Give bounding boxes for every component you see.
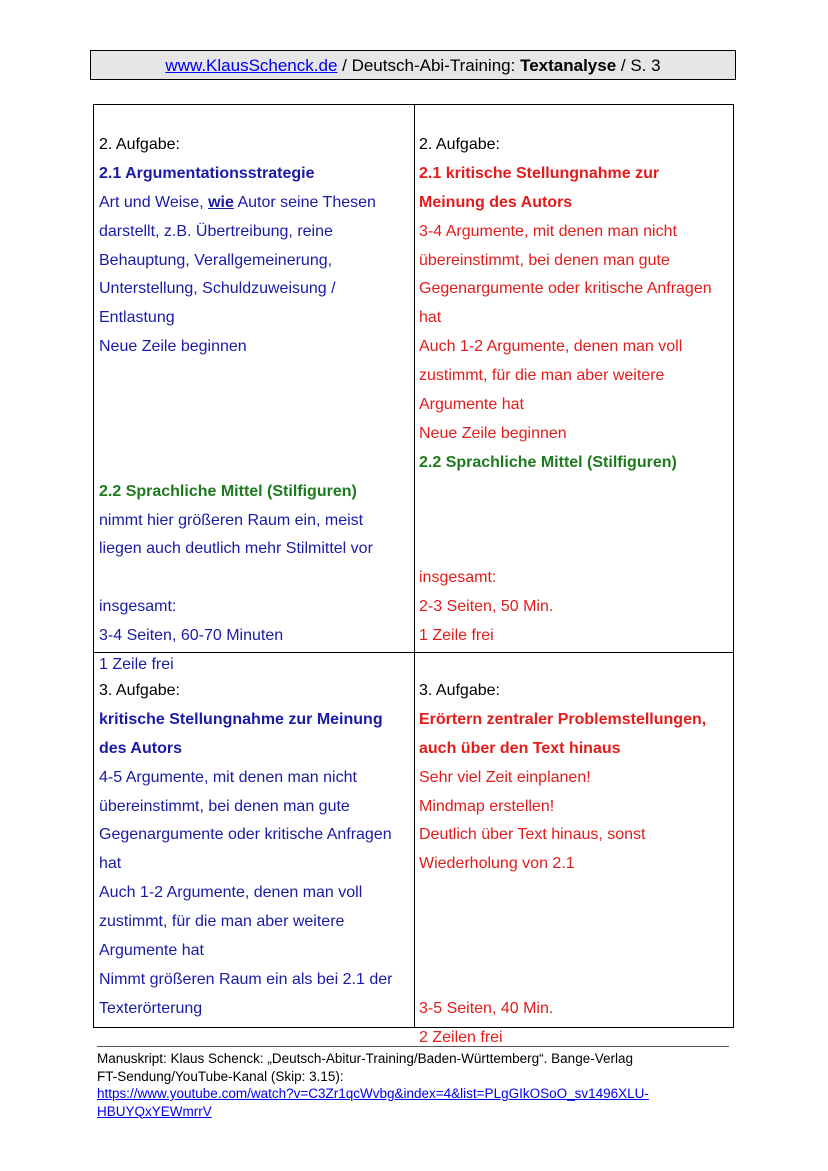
text-line: zustimmt, für die man aber weitere [419, 367, 665, 385]
text-line: Nimmt größeren Raum ein als bei 2.1 der [99, 970, 393, 988]
text-line: übereinstimmt, bei denen man gute [419, 251, 670, 269]
header-topic: Textanalyse [520, 56, 617, 75]
text-fragment: Art und Weise, [99, 193, 209, 211]
table-column-divider [414, 105, 415, 1027]
page-header [90, 50, 736, 80]
total-pages: 3-4 Seiten, 60-70 Minuten [99, 627, 284, 645]
text-line: Neue Zeile beginnen [99, 338, 247, 356]
text-line: 4-5 Argumente, mit denen man nicht [99, 768, 357, 786]
text-line: hat [99, 855, 122, 873]
text-line: nimmt hier größeren Raum ein, meist [99, 511, 364, 529]
total-free: 1 Zeile frei [99, 656, 174, 674]
cell-task3-left [99, 677, 392, 1024]
text-line: liegen auch deutlich mehr Stilmittel vor [99, 540, 373, 558]
text-line: hat [419, 309, 442, 327]
text-line: Argumente hat [419, 396, 524, 414]
task-label: 3. Aufgabe: [419, 682, 500, 699]
task-label: 2. Aufgabe: [419, 136, 500, 153]
youtube-link[interactable]: https://www.youtube.com/watch?v=C3Zr1qcWvbg&index=4&list=PLgGIkOSoO_sv1496XLU- [97, 1086, 649, 1101]
text-line: 3-4 Argumente, mit denen man nicht [419, 222, 677, 240]
header-page: / S. 3 [616, 56, 661, 75]
footer-rule [97, 1046, 729, 1047]
total-pages: 3-5 Seiten, 40 Min. [419, 999, 554, 1017]
section-heading: 2.2 Sprachliche Mittel (Stilfiguren) [99, 482, 357, 500]
cell-task2-right [419, 131, 712, 651]
text-line: Neue Zeile beginnen [419, 424, 567, 442]
section-heading: 2.2 Sprachliche Mittel (Stilfiguren) [419, 453, 677, 471]
cell-task3-right [419, 677, 706, 1053]
text-fragment: Autor seine Thesen [233, 193, 376, 211]
total-label: insgesamt: [419, 569, 497, 587]
total-free: 1 Zeile frei [419, 627, 494, 645]
section-heading: 2.1 Argumentationsstrategie [99, 164, 315, 182]
text-line: darstellt, z.B. Übertreibung, reine [99, 222, 333, 240]
text-line: Gegenargumente oder kritische Anfragen [99, 826, 392, 844]
text-line: Deutlich über Text hinaus, sonst [419, 826, 646, 844]
task-label: 3. Aufgabe: [99, 682, 180, 699]
section-heading: Erörtern zentraler Problemstellungen, [419, 710, 707, 728]
section-heading: Meinung des Autors [419, 193, 573, 211]
text-line: Unterstellung, Schuldzuweisung / [99, 280, 336, 298]
footer-manuscript: Manuskript: Klaus Schenck: „Deutsch-Abitur-Training/Baden-Württemberg“. Bange-Verlag [97, 1051, 633, 1066]
emphasis-wie: wie [208, 193, 234, 211]
task-label: 2. Aufgabe: [99, 136, 180, 153]
text-line: Gegenargumente oder kritische Anfragen [419, 280, 712, 298]
page-footer [97, 1046, 729, 1120]
cell-task2-left [99, 131, 376, 680]
text-line [99, 189, 376, 218]
text-line: Argumente hat [99, 942, 204, 960]
text-line: zustimmt, für die man aber weitere [99, 913, 345, 931]
text-line: Auch 1-2 Argumente, denen man voll [419, 338, 683, 356]
youtube-link-cont[interactable]: HBUYQxYEWmrrV [97, 1103, 212, 1119]
text-line: Auch 1-2 Argumente, denen man voll [99, 884, 363, 902]
section-heading: 2.1 kritische Stellungnahme zur [419, 164, 660, 182]
section-heading: auch über den Text hinaus [419, 739, 621, 757]
text-line: Sehr viel Zeit einplanen! [419, 768, 591, 786]
total-free: 2 Zeilen frei [419, 1028, 503, 1046]
text-line: Texterörterung [99, 999, 203, 1017]
header-course: / Deutsch-Abi-Training: [337, 56, 521, 75]
total-pages: 2-3 Seiten, 50 Min. [419, 598, 554, 616]
footer-broadcast: FT-Sendung/YouTube-Kanal (Skip: 3.15): [97, 1068, 344, 1084]
section-heading: des Autors [99, 739, 182, 757]
text-line: Mindmap erstellen! [419, 797, 555, 815]
total-label: insgesamt: [99, 598, 177, 616]
text-line: Entlastung [99, 309, 175, 327]
text-line: übereinstimmt, bei denen man gute [99, 797, 350, 815]
text-line: Behauptung, Verallgemeinerung, [99, 251, 333, 269]
text-line: Wiederholung von 2.1 [419, 855, 575, 873]
task-table [93, 104, 734, 1046]
section-heading: kritische Stellungnahme zur Meinung [99, 710, 383, 728]
site-link[interactable]: www.KlausSchenck.de [165, 56, 338, 75]
